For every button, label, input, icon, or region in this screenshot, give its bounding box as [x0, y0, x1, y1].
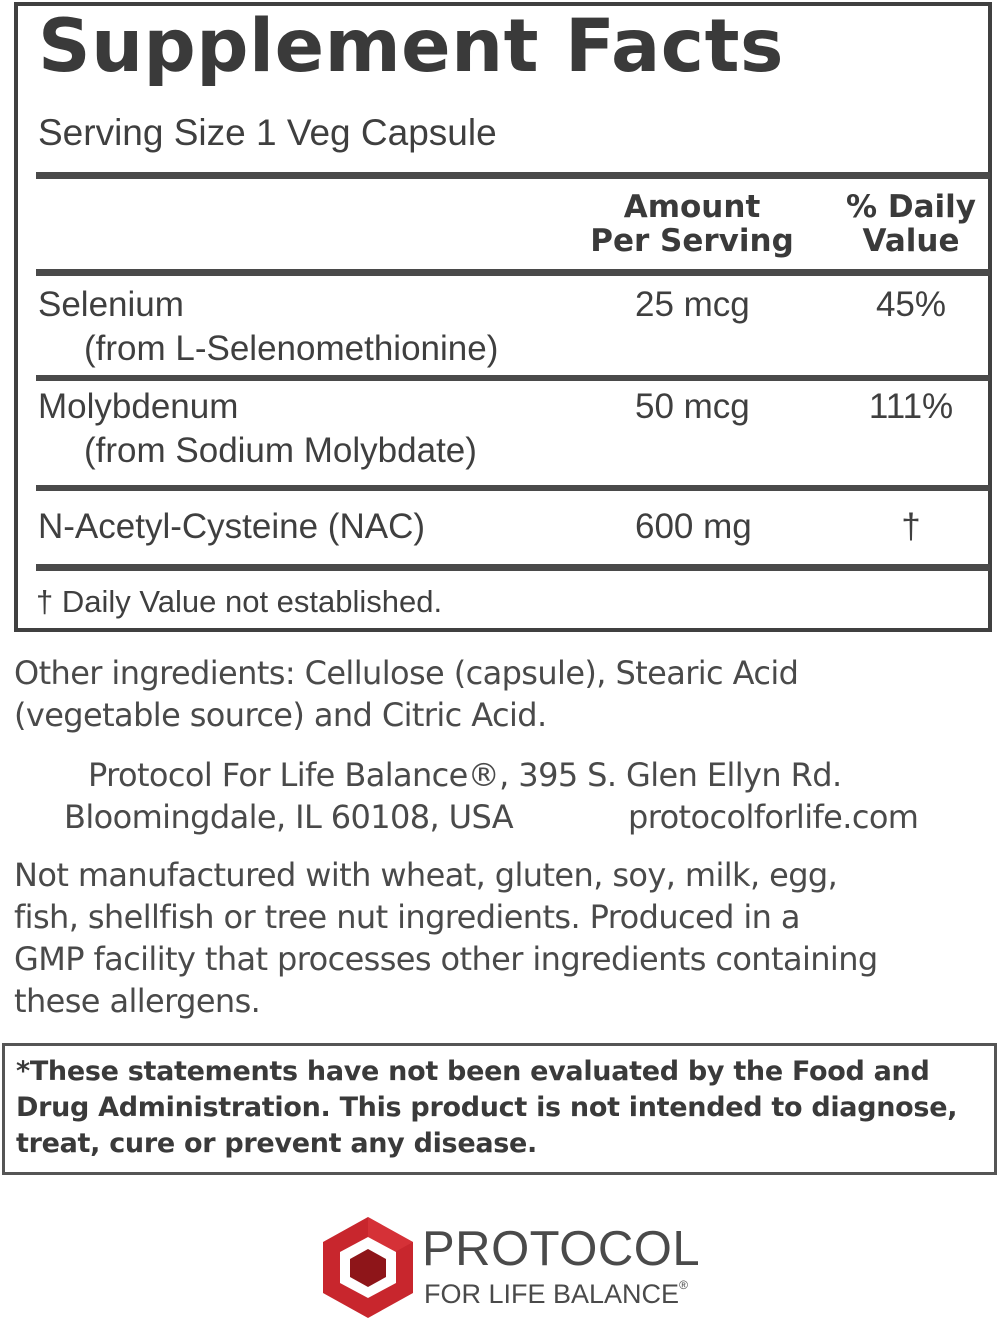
nutrient-daily-value: † — [901, 507, 921, 546]
other-ingredients: Other ingredients: Cellulose (capsule), Stearic Acid (vegetable source) and Citric Acid. — [14, 654, 799, 734]
amount-per-serving-header: Amount Per Serving — [590, 189, 794, 259]
nutrient-amount: 600 mg — [635, 507, 752, 546]
nutrient-name: Selenium — [38, 285, 184, 324]
nutrient-daily-value: 45% — [875, 285, 947, 324]
nutrient-source: (from Sodium Molybdate) — [84, 431, 477, 470]
serving-size: Serving Size 1 Veg Capsule — [38, 112, 497, 153]
hexagon-logo-icon — [320, 1215, 416, 1320]
manufacturer-address: Protocol For Life Balance®, 395 S. Glen Ellyn Rd. — [88, 756, 842, 794]
divider-thick — [36, 564, 990, 571]
facts-title: Supplement Facts — [38, 4, 784, 89]
divider-thick — [36, 172, 990, 179]
fda-disclaimer-box — [2, 1043, 997, 1175]
divider-thick — [36, 269, 990, 276]
fda-disclaimer: *These statements have not been evaluated by the Food and Drug Administration. This product is not intended to diagnose, treat, cure or prevent any disease. — [16, 1056, 958, 1159]
logo-tagline: FOR LIFE BALANCE® — [424, 1278, 688, 1309]
divider — [36, 485, 990, 491]
divider — [36, 375, 990, 381]
brand-logo — [320, 1215, 700, 1320]
allergen-statement: Not manufactured with wheat, gluten, soy, milk, egg, fish, shellfish or tree nut ingredients. Produced in a GMP facility that processes other ingredients containing these allergens. — [14, 856, 878, 1020]
manufacturer-city: Bloomingdale, IL 60108, USA — [64, 798, 514, 836]
nutrient-name: Molybdenum — [38, 387, 239, 426]
nutrient-amount: 25 mcg — [635, 285, 750, 324]
nutrient-daily-value: 111% — [868, 387, 954, 426]
supplement-facts-panel — [14, 2, 992, 632]
nutrient-source: (from L-Selenomethionine) — [84, 329, 499, 368]
daily-value-footnote: † Daily Value not established. — [36, 584, 443, 619]
logo-wordmark: PROTOCOL — [422, 1222, 701, 1276]
daily-value-header: % Daily Value — [846, 189, 976, 259]
website-link[interactable]: protocolforlife.com — [628, 798, 919, 836]
nutrient-amount: 50 mcg — [635, 387, 750, 426]
nutrient-name: N-Acetyl-Cysteine (NAC) — [38, 507, 425, 546]
